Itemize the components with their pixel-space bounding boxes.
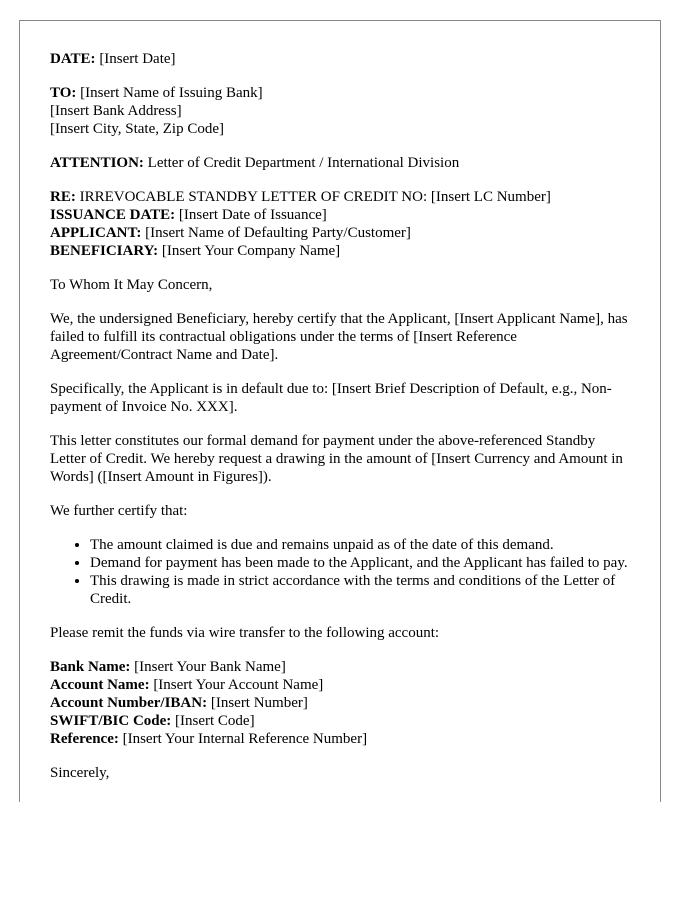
letter-page (19, 20, 661, 802)
bank-city: [Insert City, State, Zip Code] (50, 121, 224, 137)
re-value: IRREVOCABLE STANDBY LETTER OF CREDIT NO: [Insert LC Number] (79, 189, 551, 205)
re-label: RE: (50, 189, 76, 205)
bank-address: [Insert Bank Address] (50, 103, 182, 119)
paragraph-remit: Please remit the funds via wire transfer to the following account: (50, 625, 440, 641)
recipient-block (50, 84, 630, 138)
bank-name-value: [Insert Your Bank Name] (134, 659, 286, 675)
reference-label: Reference: (50, 731, 119, 747)
list-item: • This drawing is made in strict accordance with the terms and conditions of the Letter of Credit. (90, 572, 630, 608)
letter-content (20, 21, 660, 782)
paragraph-demand: This letter constitutes our formal demand for payment under the above-referenced Standby Letter of Credit. We hereby request a drawing in the amount of [Insert Currency and Amount in Words] ([Insert Amount in Figures]). (50, 433, 623, 485)
account-number-label: Account Number/IBAN: (50, 695, 208, 711)
beneficiary-label: BENEFICIARY: (50, 243, 159, 259)
date-label: DATE: (50, 51, 96, 67)
account-name-label: Account Name: (50, 677, 150, 693)
swift-label: SWIFT/BIC Code: (50, 713, 172, 729)
salutation: To Whom It May Concern, (50, 277, 213, 293)
list-item: • The amount claimed is due and remains unpaid as of the date of this demand. (90, 536, 630, 554)
paragraph-further-certify: We further certify that: (50, 503, 188, 519)
bank-name-label: Bank Name: (50, 659, 131, 675)
paragraph-default: Specifically, the Applicant is in default due to: [Insert Brief Description of Default, e.g., Non-payment of Invoice No. XXX]. (50, 381, 612, 415)
issuance-label: ISSUANCE DATE: (50, 207, 176, 223)
reference-block (50, 188, 630, 260)
account-block (50, 658, 630, 748)
attention-line (50, 154, 630, 172)
account-number-value: [Insert Number] (210, 695, 308, 711)
sign-off: Sincerely, (50, 765, 110, 781)
account-name-value: [Insert Your Account Name] (153, 677, 324, 693)
reference-value: [Insert Your Internal Reference Number] (122, 731, 368, 747)
certification-list (50, 536, 630, 608)
date-line (50, 50, 630, 68)
attention-value: Letter of Credit Department / International Division (147, 155, 460, 171)
beneficiary-value: [Insert Your Company Name] (161, 243, 341, 259)
bank-name: [Insert Name of Issuing Bank] (80, 85, 263, 101)
date-value: [Insert Date] (99, 51, 176, 67)
to-label: TO: (50, 85, 77, 101)
attention-label: ATTENTION: (50, 155, 144, 171)
applicant-value: [Insert Name of Defaulting Party/Customer] (145, 225, 411, 241)
list-item: • Demand for payment has been made to the Applicant, and the Applicant has failed to pay. (90, 554, 630, 572)
applicant-label: APPLICANT: (50, 225, 142, 241)
swift-value: [Insert Code] (175, 713, 255, 729)
issuance-value: [Insert Date of Issuance] (178, 207, 327, 223)
paragraph-certification: We, the undersigned Beneficiary, hereby certify that the Applicant, [Insert Applicant Name], has failed to fulfill its contractual obligations under the terms of [Insert Reference Agreement/Contract Name and Date]. (50, 311, 628, 363)
